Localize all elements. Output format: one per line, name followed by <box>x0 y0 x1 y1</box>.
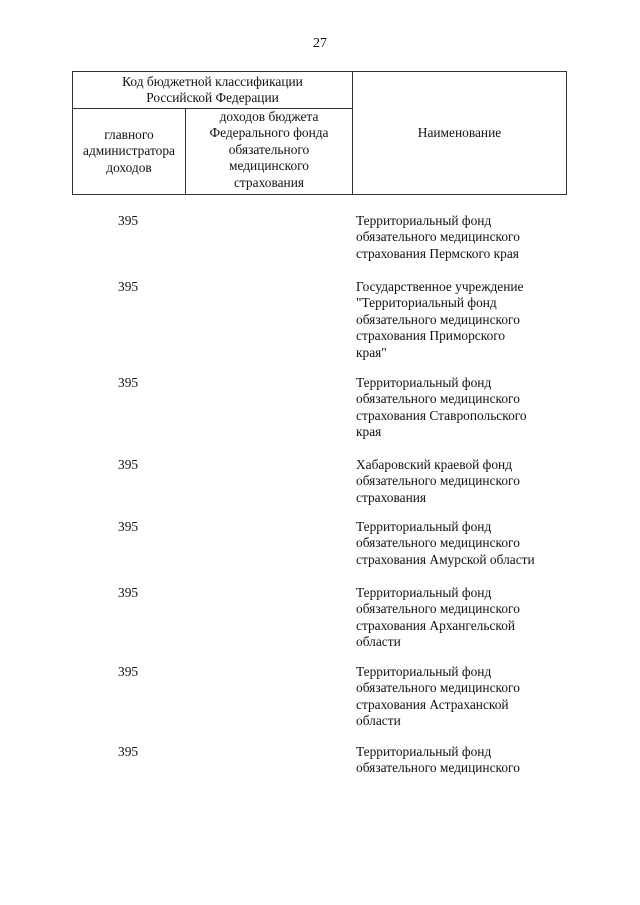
row-name-line: обязательного медицинского <box>356 680 520 696</box>
header-admin-line: главного <box>104 126 154 142</box>
header-fund-line: доходов бюджета <box>219 109 319 124</box>
row-name-line: обязательного медицинского <box>356 760 520 776</box>
row-name-line: страхования Архангельской <box>356 617 516 633</box>
row-name <box>356 585 571 651</box>
row-code: 395 <box>118 744 139 759</box>
row-code: 395 <box>118 213 139 228</box>
row-code: 395 <box>118 279 139 294</box>
header-code-group <box>73 72 353 109</box>
row-name-line: "Территориальный фонд <box>356 295 497 311</box>
row-code: 395 <box>118 664 139 679</box>
header-name-column: Наименование <box>417 124 502 140</box>
row-name-line: Территориальный фонд <box>356 519 492 534</box>
row-code: 395 <box>118 375 139 390</box>
header-fund-line: страхования <box>233 174 305 190</box>
row-name-line: страхования Амурской области <box>356 551 535 567</box>
row-name-line: обязательного медицинского <box>356 311 520 327</box>
row-code: 395 <box>118 519 139 534</box>
row-name-line: Территориальный фонд <box>356 664 492 679</box>
row-name-line: области <box>356 713 401 729</box>
header-admin-column <box>73 109 186 194</box>
row-name-line: края" <box>356 344 387 360</box>
header-fund-column <box>186 109 353 194</box>
row-name-line: края <box>356 424 382 440</box>
header-fund-line: обязательного <box>228 141 310 157</box>
row-name-line: обязательного медицинского <box>356 601 520 617</box>
table-header <box>72 71 567 195</box>
header-code-line: Код бюджетной классификации <box>122 74 303 89</box>
row-name-line: страхования Пермского края <box>356 245 519 261</box>
header-admin-line: доходов <box>106 159 152 175</box>
row-name-line: Государственное учреждение <box>356 279 524 294</box>
row-name-line: страхования Приморского <box>356 328 506 344</box>
row-name-line: обязательного медицинского <box>356 229 520 245</box>
row-name <box>356 213 571 262</box>
row-name-line: Территориальный фонд <box>356 375 492 390</box>
row-name-line: Территориальный фонд <box>356 213 492 228</box>
row-name <box>356 744 571 777</box>
page-number: 27 <box>313 36 327 51</box>
header-fund-line: Федерального фонда <box>209 125 329 141</box>
row-code: 395 <box>118 585 139 600</box>
header-admin-line: администратора <box>83 143 175 159</box>
row-code: 395 <box>118 457 139 472</box>
row-name-line: Территориальный фонд <box>356 744 492 759</box>
row-name <box>356 519 571 568</box>
row-name-line: области <box>356 634 401 650</box>
row-name-line: страхования <box>356 489 427 505</box>
row-name-line: обязательного медицинского <box>356 391 520 407</box>
row-name <box>356 375 571 441</box>
row-name-line: страхования Астраханской <box>356 696 509 712</box>
row-name-line: Хабаровский краевой фонд <box>356 457 513 472</box>
header-fund-line: медицинского <box>228 158 310 174</box>
row-name <box>356 664 571 730</box>
row-name <box>356 279 571 361</box>
row-name-line: Территориальный фонд <box>356 585 492 600</box>
row-name-line: страхования Ставропольского <box>356 407 527 423</box>
header-code-line: Российской Федерации <box>146 90 279 106</box>
row-name <box>356 457 571 506</box>
row-name-line: обязательного медицинского <box>356 473 520 489</box>
row-name-line: обязательного медицинского <box>356 535 520 551</box>
